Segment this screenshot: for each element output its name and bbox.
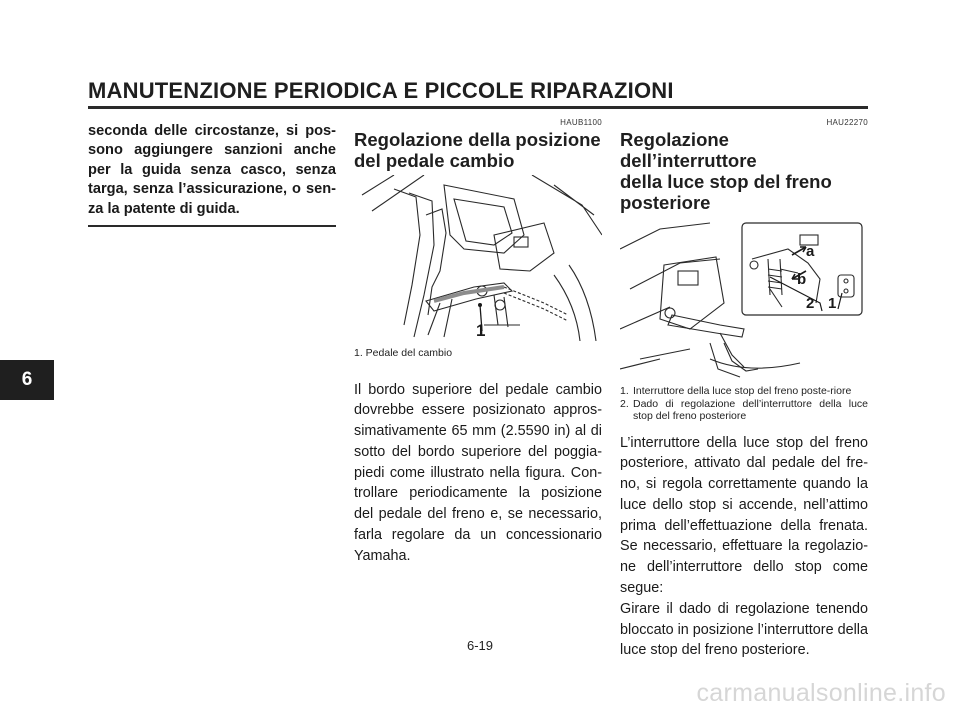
right-column	[620, 114, 868, 661]
section-code: HAUB1100	[560, 118, 602, 127]
middle-column	[354, 114, 602, 567]
caption-item	[620, 385, 868, 398]
section-title-line: posteriore	[620, 192, 711, 213]
section-code: HAU22270	[826, 118, 868, 127]
caption-number: 1.	[620, 385, 629, 397]
section-title-brake-switch	[620, 129, 868, 213]
section-title-line: Regolazione della posizione	[354, 129, 601, 150]
caption-text: Dado di regolazione dell’interruttore della luce stop del freno posteriore	[633, 397, 868, 422]
body-paragraph: Girare il dado di regolazione tenendo bloccato in posizione l’interruttore della luce stop del freno posteriore.	[620, 600, 868, 659]
page-number: 6-19	[466, 638, 494, 653]
section-title-line: della luce stop del freno	[620, 171, 832, 192]
caption-text: Interruttore della luce stop del freno poste-riore	[633, 385, 852, 397]
header-rule	[88, 106, 868, 109]
brake-switch-body	[620, 433, 868, 662]
caption-number: 2.	[620, 397, 629, 410]
shift-pedal-illustration	[354, 175, 602, 341]
figure-caption: 1. Pedale del cambio	[354, 347, 453, 359]
page-title: MANUTENZIONE PERIODICA E PICCOLE RIPARAZIONI	[88, 78, 674, 103]
section-title-line: del pedale cambio	[354, 150, 515, 171]
section-title-shift-pedal	[354, 129, 602, 171]
left-column-rule	[88, 225, 336, 227]
section-title-line: Regolazione dell’interruttore	[620, 129, 757, 171]
caption-item	[620, 398, 868, 423]
intro-warning-text: seconda delle circostanze, si pos-sono aggiungere sanzioni anche per la guida senza casco, senza targa, senza l’assicurazione, o sen-za la patente di guida.	[88, 123, 336, 217]
shift-pedal-body	[354, 380, 602, 567]
body-paragraph: L’interruttore della luce stop del freno posteriore, attivato dal pedale del fre-no, si regola correttamente quando la luce dello stop si accende, nell’attimo prima dell’effettuazione della frenata. Se necessario, effettuare la regolazio-ne dell’interruttore dello stop come segue:	[620, 434, 868, 597]
body-paragraph: Il bordo superiore del pedale cambio dovrebbe essere posizionato appros-simativamente 65 mm (2.5590 in) al di sotto del bordo superiore del poggia-piedi come illustrato nella figura. Con-trollare periodicamente la posizione del pedale del freno e, se necessario, farla regolare da un concessionario Yamaha.	[354, 381, 602, 564]
figure-label-2: 2	[806, 295, 815, 312]
brake-switch-figure	[620, 219, 868, 379]
figure-label-a: a	[806, 243, 815, 260]
left-column	[88, 114, 336, 227]
figure-label-1: 1	[476, 321, 486, 340]
figure-label-1: 1	[828, 295, 837, 312]
figure-caption-list	[620, 385, 868, 423]
chapter-tab: 6	[0, 360, 54, 400]
watermark: carmanualsonline.info	[696, 679, 946, 707]
shift-pedal-figure	[354, 175, 602, 341]
figure-label-b: b	[797, 271, 807, 288]
